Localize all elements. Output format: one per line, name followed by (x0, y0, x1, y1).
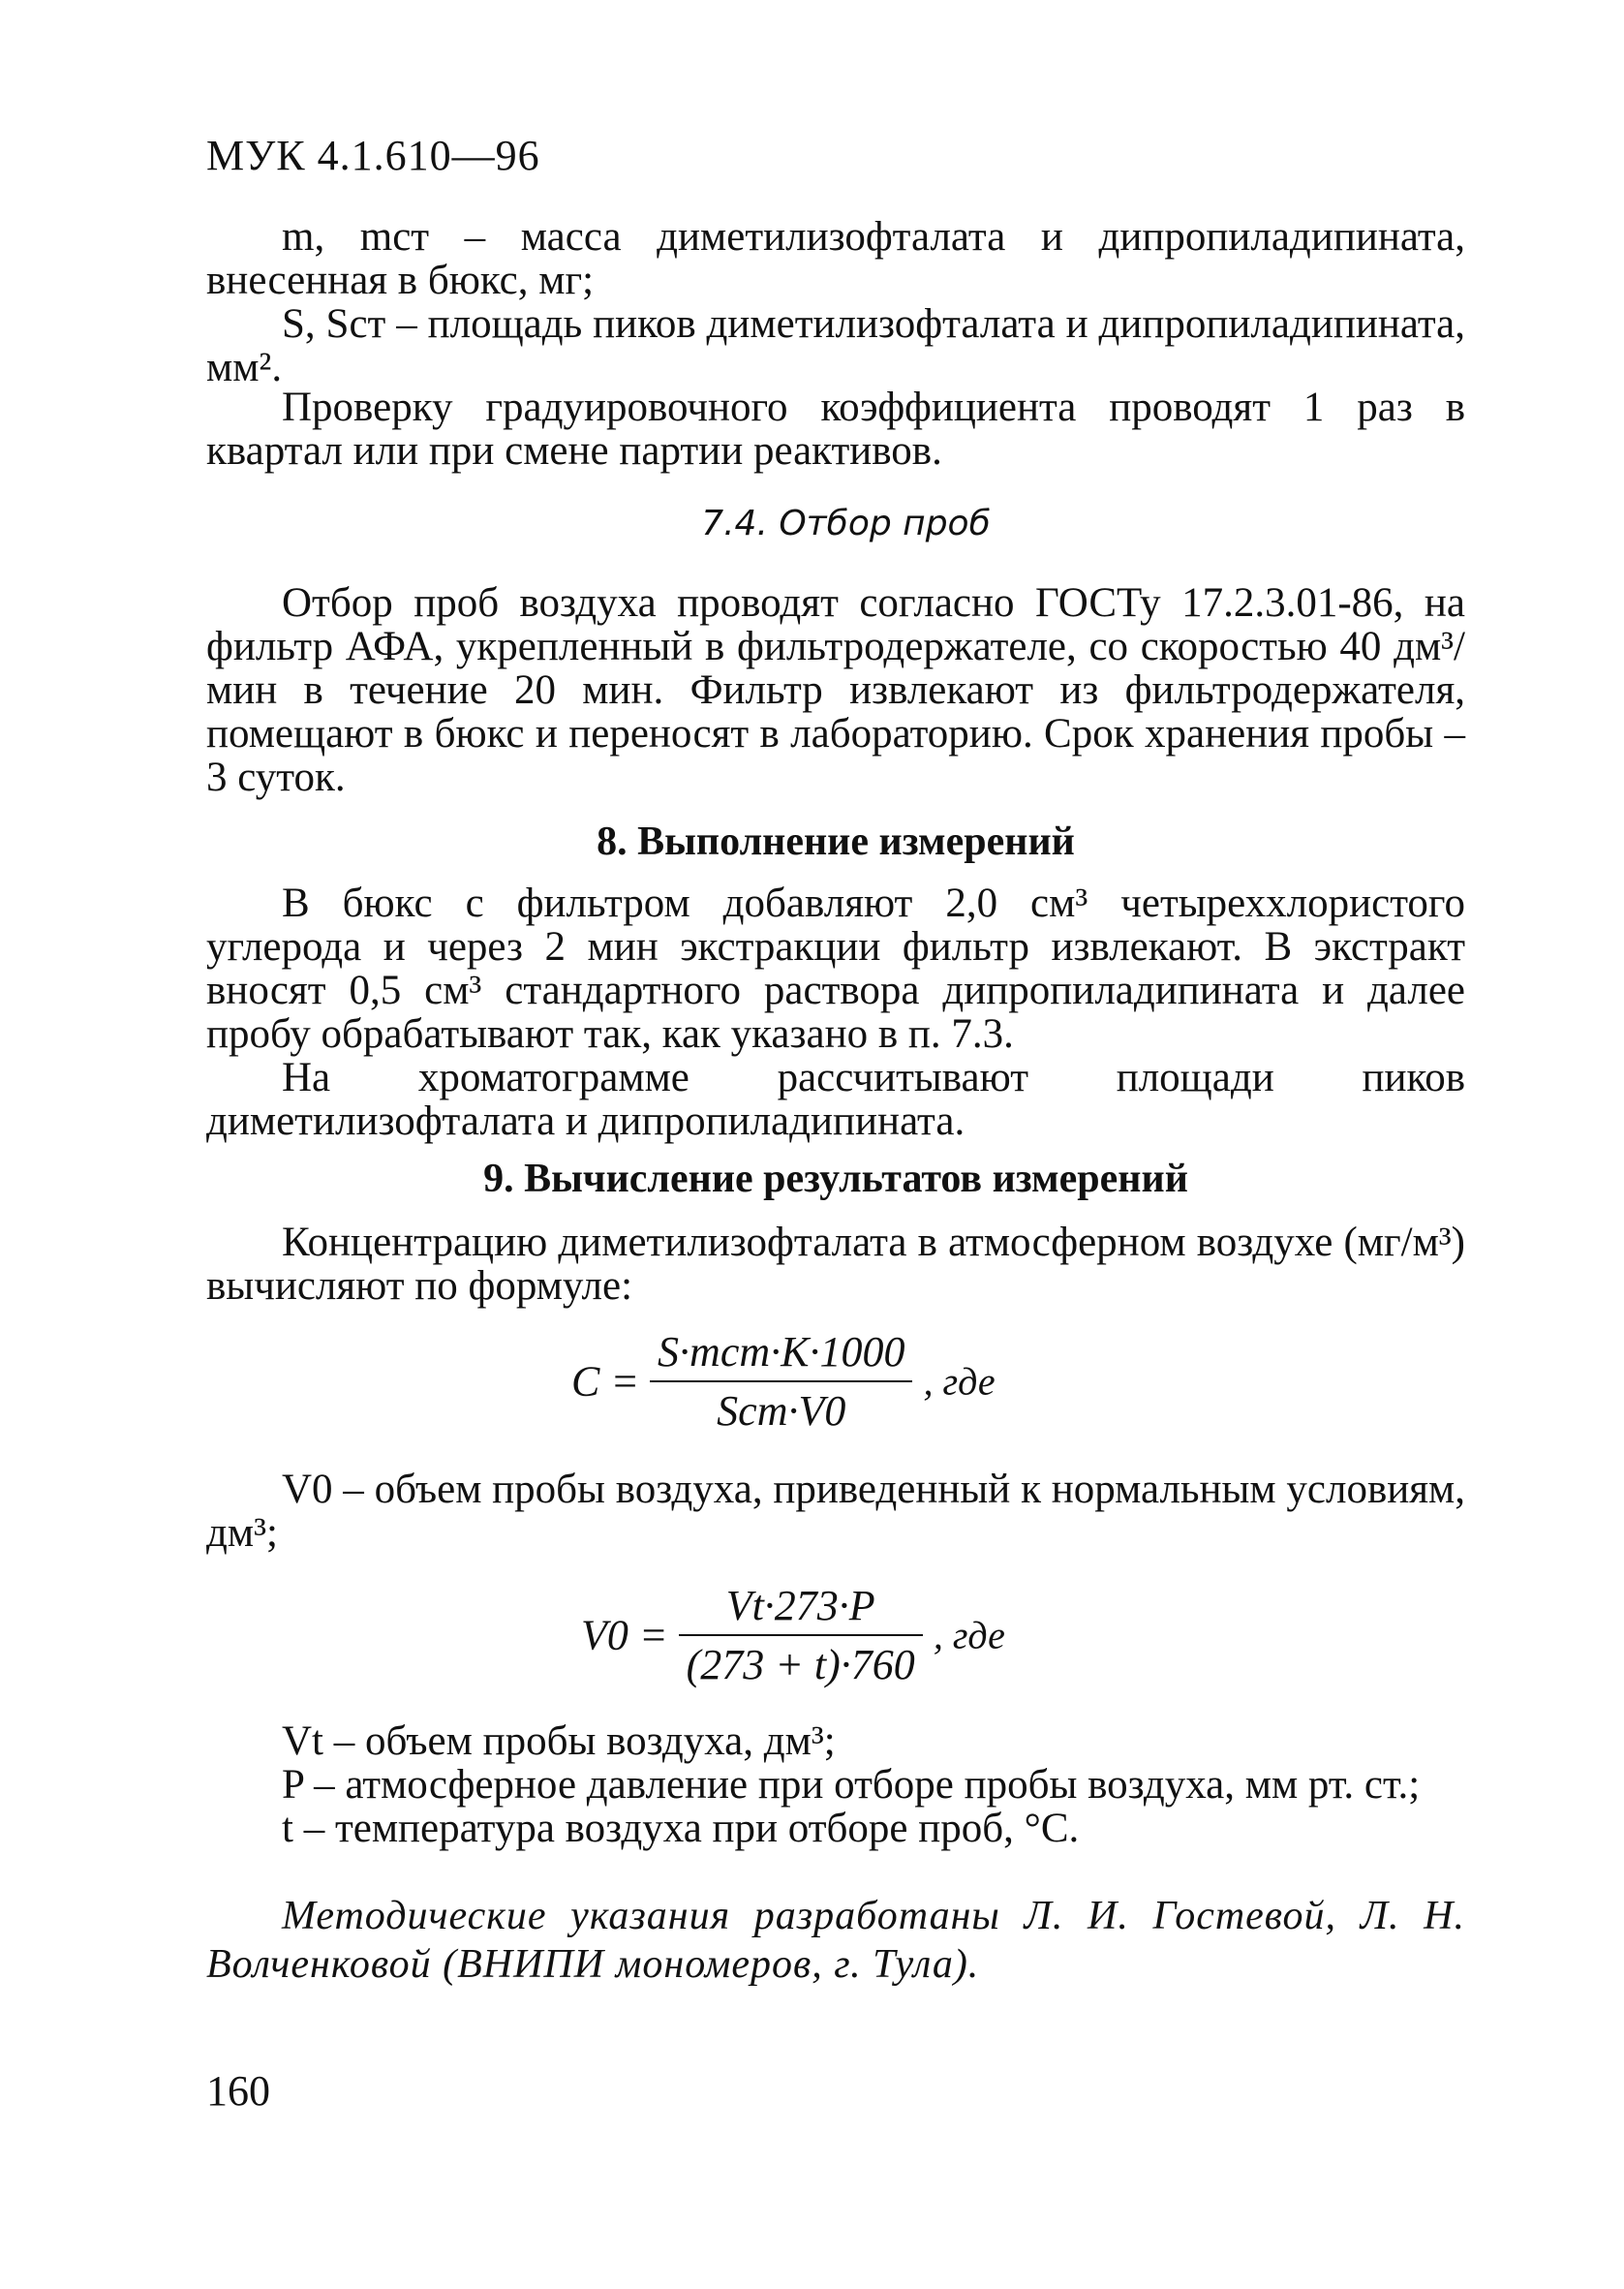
formula2-lhs: V0 = (581, 1611, 668, 1659)
legend-top (206, 215, 1465, 389)
legend-t: t – температура воздуха при отборе проб, °С. (282, 1806, 1080, 1851)
variables-legend (206, 1719, 1465, 1850)
subsection-heading-7-4: 7.4. Отбор проб (701, 504, 991, 543)
formula2-numerator: Vt·273·P (679, 1581, 923, 1636)
v0-text: V0 – объем пробы воздуха, приведенный к нормальным условиям, дм³; (206, 1467, 1465, 1556)
formula1-tail: , где (923, 1359, 996, 1404)
v0-definition (206, 1468, 1465, 1555)
measurement-text-2: На хроматограмме рассчитывают площади пиков диметилизофталата и дипропиладипината. (206, 1055, 1465, 1144)
legend-p: P – атмосферное давление при отборе пробы воздуха, мм рт. ст.; (282, 1762, 1421, 1808)
formula-concentration (571, 1327, 996, 1436)
calculation-intro-text: Концентрацию диметилизофталата в атмосферном воздухе (мг/м³) вычисляют по формуле: (206, 1220, 1465, 1309)
formula2-tail: , где (933, 1613, 1005, 1657)
check-paragraph (206, 386, 1465, 473)
formula2-denominator: (273 + t)·760 (686, 1641, 915, 1688)
measurement-text-1: В бюкс с фильтром добавляют 2,0 см³ четыреххлористого углерода и через 2 мин экстракции фильтр извлекают. В экстракт вносят 0,5 см³ стандартного раствора дипропиладипината и далее пробу обрабатывают так, как указано в п. 7.3. (206, 881, 1465, 1057)
formula1-fraction (650, 1327, 912, 1436)
formula2-fraction (679, 1581, 923, 1689)
formula1-numerator: S·mcm·K·1000 (650, 1327, 912, 1382)
legend-s-sst: S, Sст – площадь пиков диметилизофталата и дипропиладипината, мм². (206, 301, 1465, 390)
sampling-text: Отбор проб воздуха проводят согласно ГОСТу 17.2.3.01-86, на фильтр АФА, укрепленный в фильтродержателе, со скоростью 40 дм³/мин в течение 20 мин. Фильтр извлекают из фильтродержателя, помещают в бюкс и переносят в лабораторию. Срок хранения пробы – 3 суток. (206, 580, 1465, 800)
calculation-intro (206, 1221, 1465, 1308)
formula1-lhs: C = (571, 1357, 640, 1406)
formula1-denominator: Scm·V0 (717, 1387, 846, 1435)
authors-byline (206, 1892, 1465, 1989)
measurement-section (206, 882, 1465, 1143)
legend-vt: Vt – объем пробы воздуха, дм³; (282, 1718, 836, 1764)
document-code-header: МУК 4.1.610—96 (206, 132, 540, 179)
formula-v0 (581, 1581, 1005, 1689)
sampling-paragraph (206, 581, 1465, 799)
section-heading-9: 9. Вычисление результатов измерений (483, 1157, 1188, 1201)
legend-m-mst: m, mст – масса диметилизофталата и дипропиладипината, внесенная в бюкс, мг; (206, 214, 1465, 303)
check-text: Проверку градуировочного коэффициента проводят 1 раз в квартал или при смене партии реактивов. (206, 385, 1465, 474)
page-number: 160 (206, 2067, 270, 2115)
section-heading-8: 8. Выполнение измерений (597, 820, 1075, 864)
byline-text: Методические указания разработаны Л. И. Гостевой, Л. Н. Волченковой (ВНИПИ мономеров, г. Тула). (206, 1894, 1465, 1987)
